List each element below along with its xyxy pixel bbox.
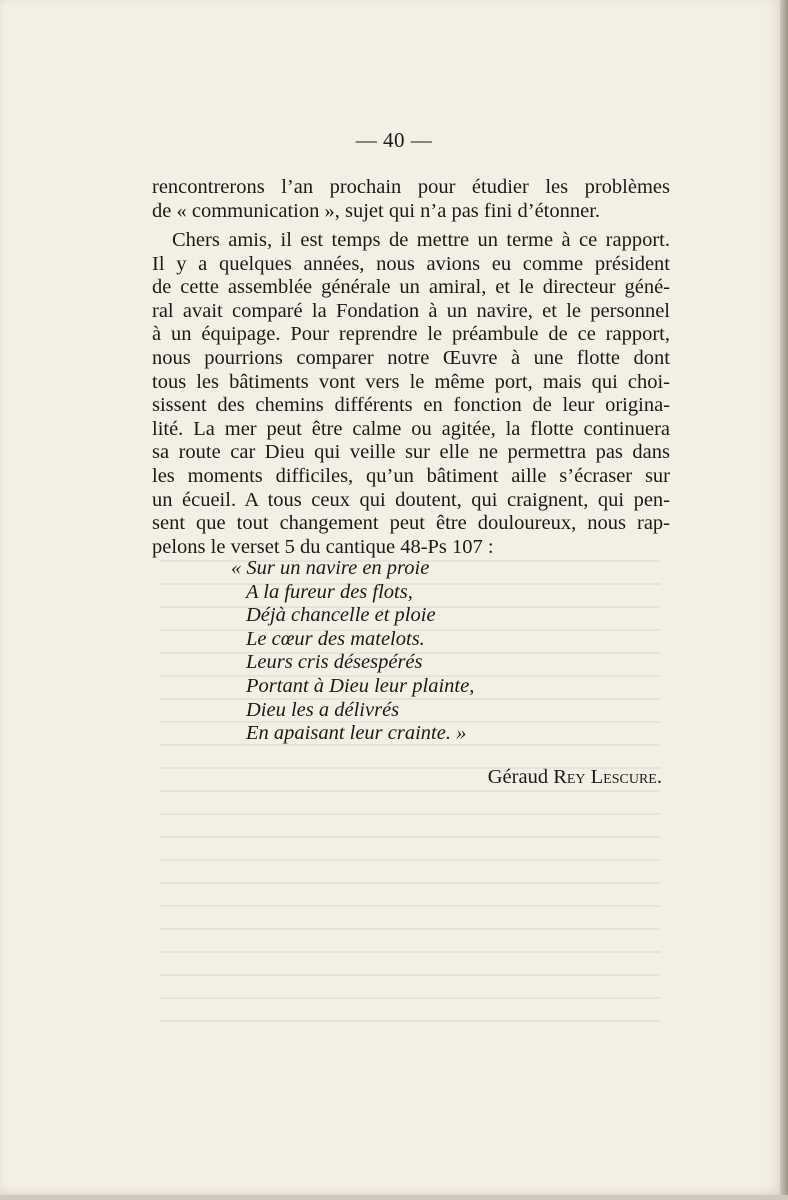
page-number: — 40 — (355, 128, 433, 152)
text-line: tous les bâtiments vont vers le même port, mais qui choi- (152, 370, 670, 393)
text-line: pelons le verset 5 du cantique 48-Ps 107 : (152, 535, 494, 558)
poem-line: « Sur un navire en proie (231, 557, 430, 579)
text-line: Il y a quelques années, nous avions eu comme président (152, 252, 670, 275)
poem-line: Dieu les a délivrés (246, 698, 400, 721)
poem-line: Portant à Dieu leur plainte, (246, 674, 475, 697)
text-line: de « communication », sujet qui n’a pas fini d’étonner. (152, 199, 601, 222)
text-line: ral avait comparé la Fondation à un navire, et le personnel (152, 299, 670, 322)
text-line: rencontrerons l’an prochain pour étudier les problèmes (152, 176, 670, 198)
paragraph-2 (152, 229, 670, 559)
text-line: Chers amis, il est temps de mettre un terme à ce rapport. (172, 229, 670, 251)
page-edge-right (780, 0, 788, 1200)
poem-line: Le cœur des matelots. (246, 627, 425, 650)
text-line: à un équipage. Pour reprendre le préambule de ce rapport, (152, 323, 670, 346)
poem-line: En apaisant leur crainte. » (246, 722, 467, 745)
poem-line: Leurs cris désespérés (246, 651, 423, 674)
poem-line: A la fureur des flots, (246, 580, 413, 603)
page-edge-bottom (0, 1195, 788, 1200)
poem-line: Déjà chancelle et ploie (246, 604, 436, 627)
text-line: lité. La mer peut être calme ou agitée, la flotte continuera (152, 417, 670, 440)
author-last-name: Rey Lescure. (553, 766, 662, 788)
author-signature (488, 766, 662, 789)
text-line: sent que tout changement peut être douloureux, nous rap- (152, 512, 670, 535)
text-line: les moments difficiles, qu’un bâtiment aille s’écraser sur (152, 464, 670, 487)
text-line: un écueil. A tous ceux qui doutent, qui craignent, qui pen- (152, 488, 670, 511)
text-line: de cette assemblée générale un amiral, et le directeur géné- (152, 276, 670, 299)
author-first-name: Géraud (487, 766, 549, 788)
paragraph-1 (152, 176, 670, 223)
text-line: nous pourrions comparer notre Œuvre à une flotte dont (152, 346, 670, 369)
text-line: sa route car Dieu qui veille sur elle ne permettra pas dans (152, 441, 670, 464)
text-line: sissent des chemins différents en fonction de leur origina- (152, 394, 670, 417)
poem-verse (231, 557, 475, 746)
